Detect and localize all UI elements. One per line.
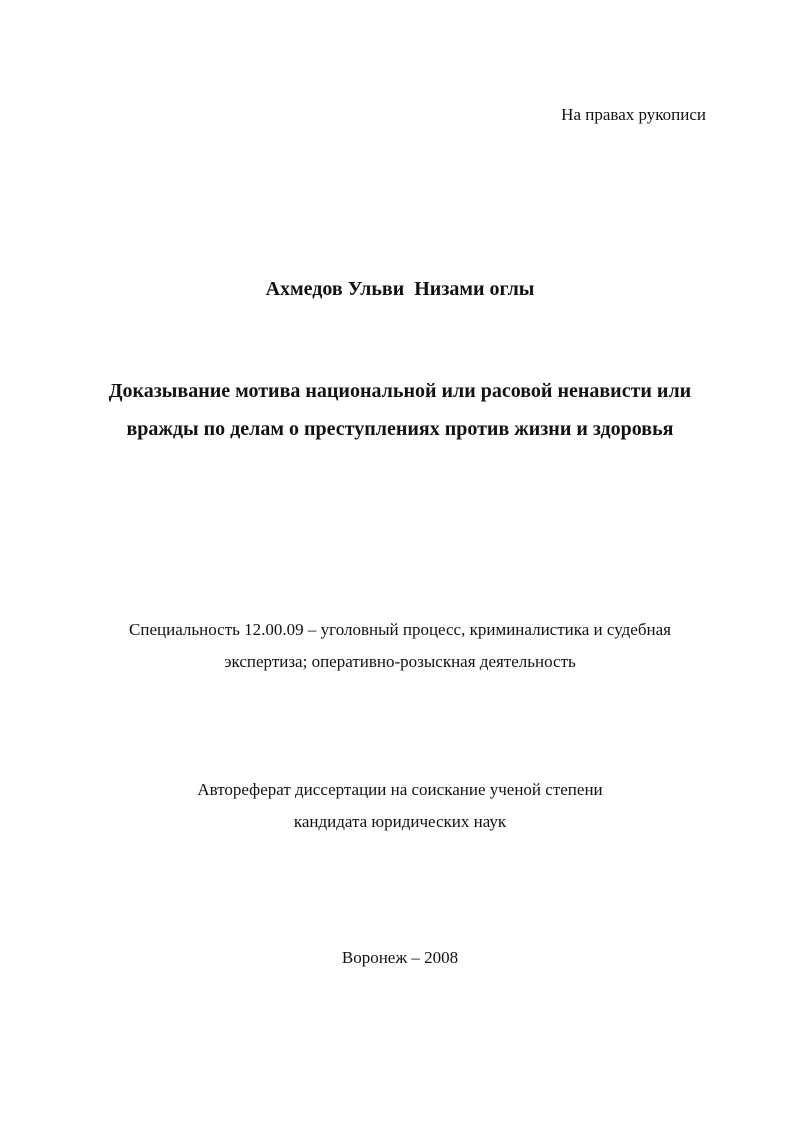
- degree-line: кандидата юридических наук: [293, 812, 507, 831]
- specialty-line: экспертиза; оперативно-розыскная деятельность: [224, 652, 576, 671]
- place-and-year: Воронеж – 2008: [341, 948, 459, 967]
- title-line: Доказывание мотива национальной или расовой ненависти или: [108, 380, 692, 402]
- manuscript-rights-note: На правах рукописи: [561, 105, 706, 124]
- dissertation-title: [0, 372, 800, 448]
- title-line: вражды по делам о преступлениях против жизни и здоровья: [126, 418, 674, 440]
- specialty-line: Специальность 12.00.09 – уголовный процесс, криминалистика и судебная: [129, 620, 671, 639]
- degree-line: Автореферат диссертации на соискание ученой степени: [197, 780, 603, 799]
- specialty-block: [0, 614, 800, 678]
- degree-block: [0, 774, 800, 838]
- author-name: Ахмедов Ульви Низами оглы: [265, 278, 535, 300]
